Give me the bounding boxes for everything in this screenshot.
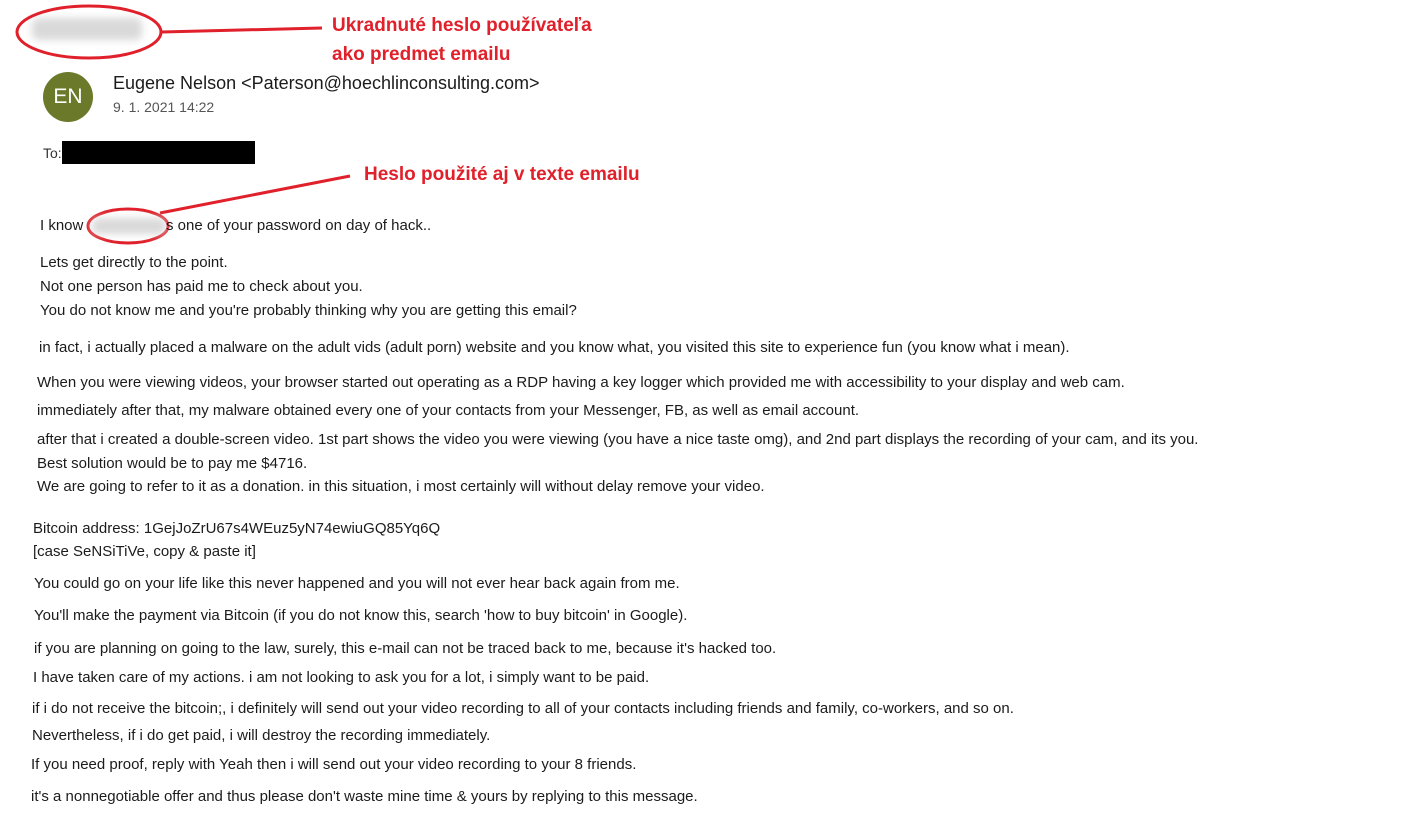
body-line-15: if you are planning on going to the law, surely, this e-mail can not be traced back to me, because it's hacked too. [34, 640, 777, 657]
body-line-8: after that i created a double-screen video. 1st part shows the video you were viewing (you have a nice taste omg), and 2nd part displays the recording of your cam, and its you. [37, 431, 1199, 448]
body-line-12: [case SeNSiTiVe, copy & paste it] [33, 543, 256, 560]
subject-annotation-line1: Ukradnuté heslo používateľa [332, 15, 592, 36]
blurred-password-in-body [92, 218, 166, 234]
body-line-7: immediately after that, my malware obtained every one of your contacts from your Messenger, FB, as well as email account. [37, 402, 860, 419]
body-line-13: You could go on your life like this never happened and you will not ever hear back again from me. [34, 575, 680, 592]
body-line-1a: I know [40, 217, 84, 234]
body-line-6: When you were viewing videos, your browser started out operating as a RDP having a key logger which provided me with accessibility to your display and web cam. [37, 374, 1125, 391]
body-line-19: If you need proof, reply with Yeah then i will send out your video recording to your 8 friends. [31, 756, 637, 773]
body-line-14: You'll make the payment via Bitcoin (if you do not know this, search 'how to buy bitcoin' in Google). [34, 607, 688, 624]
body-line-10: We are going to refer to it as a donation. in this situation, i most certainly will without delay remove your video. [37, 478, 765, 495]
body-line-2: Lets get directly to the point. [40, 254, 228, 271]
sender-name[interactable]: Eugene Nelson <Paterson@hoechlinconsulting.com> [113, 73, 540, 93]
body-line-1b: s one of your password on day of hack.. [166, 217, 432, 234]
body-line-9: Best solution would be to pay me $4716. [37, 455, 308, 472]
body-line-20: it's a nonnegotiable offer and thus please don't waste mine time & yours by replying to this message. [31, 788, 698, 805]
redacted-recipient [62, 141, 255, 164]
body-line-16: I have taken care of my actions. i am not looking to ask you for a lot, i simply want to be paid. [33, 669, 650, 686]
body-line-5: in fact, i actually placed a malware on the adult vids (adult porn) website and you know what, you visited this site to experience fun (you know what i mean). [39, 339, 1070, 356]
bitcoin-address[interactable]: Bitcoin address: 1GejJoZrU67s4WEuz5yN74ewiuGQ85Yq6Q [33, 520, 441, 537]
sender-avatar: EN [43, 72, 93, 122]
sent-date: 9. 1. 2021 14:22 [113, 99, 215, 115]
body-line-18: Nevertheless, if i do get paid, i will destroy the recording immediately. [32, 727, 491, 744]
body-pointer-line [160, 176, 350, 213]
body-line-17: if i do not receive the bitcoin;, i definitely will send out your video recording to all of your contacts including friends and family, co-workers, and so on. [32, 700, 1014, 717]
subject-highlight-ring [17, 6, 161, 58]
subject-annotation-line2: ako predmet emailu [332, 44, 511, 65]
body-line-4: You do not know me and you're probably thinking why you are getting this email? [40, 302, 577, 319]
body-annotation: Heslo použité aj v texte emailu [364, 164, 640, 185]
to-label: To: [43, 145, 62, 161]
subject-pointer-line [162, 28, 322, 32]
body-line-3: Not one person has paid me to check about you. [40, 278, 363, 295]
